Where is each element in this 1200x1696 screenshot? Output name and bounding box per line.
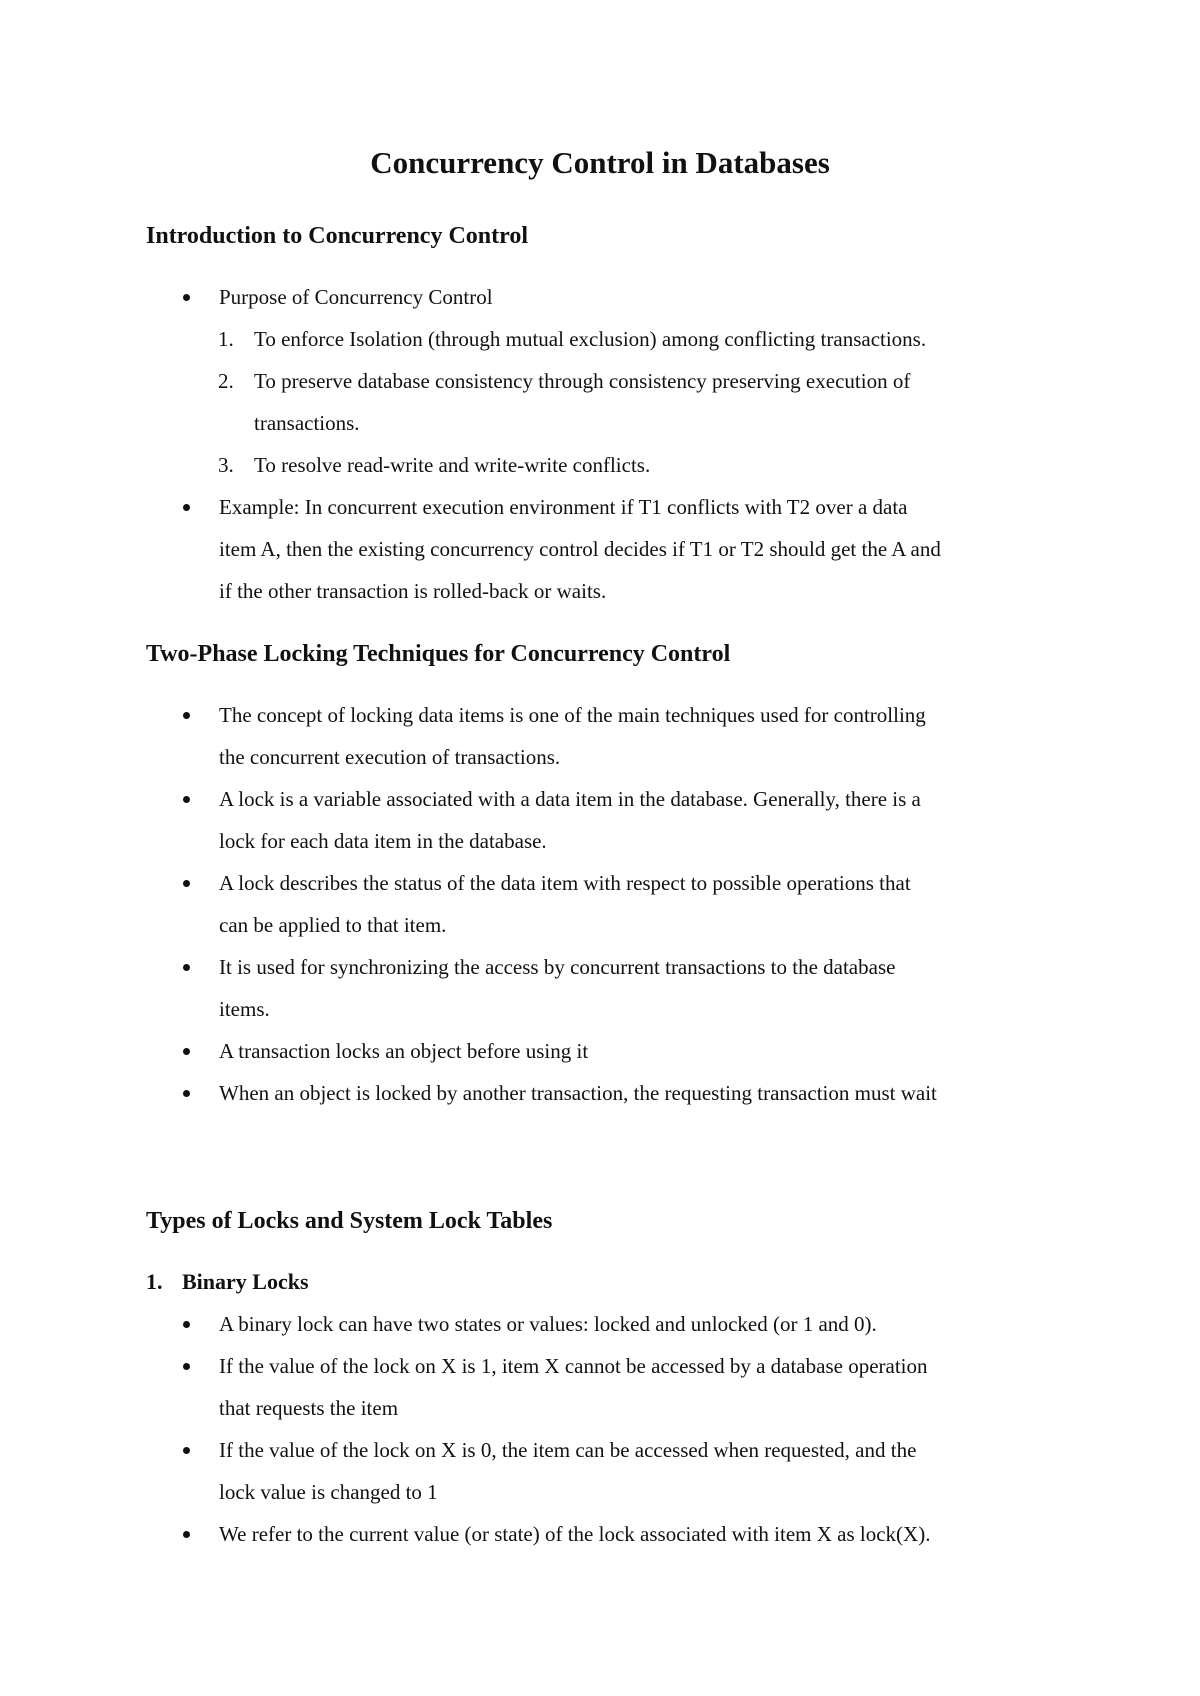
section-heading-two-phase-locking: Two-Phase Locking Techniques for Concurrency Control <box>146 641 731 667</box>
bullet-text: Example: In concurrent execution environment if T1 conflicts with T2 over a data <box>219 495 908 519</box>
bullet-icon <box>183 1447 190 1454</box>
bullet-icon <box>183 1321 190 1328</box>
bullet-icon <box>183 504 190 511</box>
bullet-icon <box>183 796 190 803</box>
bullet-text: It is used for synchronizing the access by concurrent transactions to the database <box>219 955 896 979</box>
bullet-text: When an object is locked by another transaction, the requesting transaction must wait <box>219 1081 937 1105</box>
bullet-text: A binary lock can have two states or values: locked and unlocked (or 1 and 0). <box>219 1312 877 1336</box>
subsection-number: 1. <box>146 1269 163 1294</box>
list-number: 3. <box>218 453 234 477</box>
bullet-text: A lock describes the status of the data item with respect to possible operations that <box>219 871 911 895</box>
list-number: 2. <box>218 369 234 393</box>
numbered-item-text: To enforce Isolation (through mutual exclusion) among conflicting transactions. <box>254 327 927 351</box>
list-number: 1. <box>218 327 234 351</box>
numbered-item-text: To resolve read-write and write-write conflicts. <box>254 453 651 477</box>
section-heading-types-of-locks: Types of Locks and System Lock Tables <box>146 1208 553 1234</box>
bullet-text: If the value of the lock on X is 1, item X cannot be accessed by a database operation <box>219 1354 928 1378</box>
bullet-text: We refer to the current value (or state) of the lock associated with item X as lock(X). <box>219 1522 931 1546</box>
bullet-text-continued: that requests the item <box>219 1396 399 1420</box>
bullet-text: Purpose of Concurrency Control <box>219 285 493 309</box>
bullet-text: A transaction locks an object before using it <box>219 1039 589 1063</box>
bullet-text: The concept of locking data items is one of the main techniques used for controlling <box>219 703 926 727</box>
bullet-icon <box>183 880 190 887</box>
bullet-icon <box>183 712 190 719</box>
section-heading-introduction: Introduction to Concurrency Control <box>146 223 529 249</box>
numbered-item-text: To preserve database consistency through consistency preserving execution of <box>254 369 911 393</box>
bullet-icon <box>183 1048 190 1055</box>
bullet-icon <box>183 1090 190 1097</box>
bullet-text: If the value of the lock on X is 0, the item can be accessed when requested, and the <box>219 1438 917 1462</box>
bullet-text-continued: if the other transaction is rolled-back or waits. <box>219 579 607 603</box>
bullet-text-continued: item A, then the existing concurrency control decides if T1 or T2 should get the A and <box>219 537 941 561</box>
bullet-icon <box>183 1363 190 1370</box>
bullet-icon <box>183 964 190 971</box>
bullet-text-continued: lock value is changed to 1 <box>219 1480 438 1504</box>
bullet-text-continued: items. <box>219 997 270 1021</box>
bullet-icon <box>183 294 190 301</box>
numbered-item-text-continued: transactions. <box>254 411 360 435</box>
bullet-text: A lock is a variable associated with a data item in the database. Generally, there is a <box>219 787 921 811</box>
bullet-text-continued: lock for each data item in the database. <box>219 829 547 853</box>
bullet-text-continued: can be applied to that item. <box>219 913 447 937</box>
bullet-text-continued: the concurrent execution of transactions. <box>219 745 561 769</box>
bullet-icon <box>183 1531 190 1538</box>
subsection-title-binary-locks: Binary Locks <box>182 1269 309 1294</box>
document-title: Concurrency Control in Databases <box>370 145 830 180</box>
